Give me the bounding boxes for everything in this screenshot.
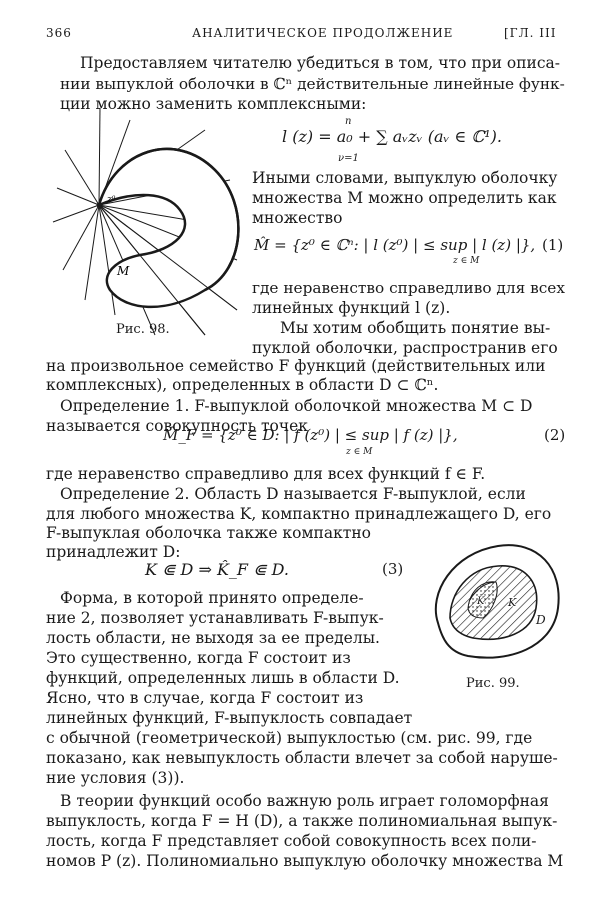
text-line: множества M можно определить как (252, 189, 557, 207)
formula-1: M̂ = {z⁰ ∈ ℂⁿ: | l (z⁰) | ≤ sup | l (z) |}, (254, 236, 536, 254)
formula-1-subscript: z ∈ M (453, 256, 480, 266)
fig99-label-Khat: K (508, 596, 517, 609)
running-title: АНАЛИТИЧЕСКОЕ ПРОДОЛЖЕНИЕ (192, 26, 454, 40)
text-line: ние условия (3)). (46, 769, 185, 787)
text-line: ние 2, позволяет устанавливать F-выпук- (46, 609, 384, 627)
text-line: где неравенство справедливо для всех функций f ∈ F. (46, 465, 486, 483)
text-line: линейных функций l (z). (252, 299, 451, 317)
formula-3: K ⋐ D ⇒ K̂_F ⋐ D. (145, 560, 289, 579)
figure-98 (55, 110, 245, 340)
text-line: принадлежит D: (46, 543, 181, 561)
text-line: множество (252, 209, 343, 227)
text-line: для любого множества K, компактно принадлежащего D, его (46, 505, 552, 523)
formula-3-number: (3) (382, 560, 404, 578)
fig99-label-D: D (536, 613, 546, 627)
definition-1: Определение 1. F-выпуклой оболочкой множества M ⊂ D (60, 397, 533, 415)
text-line: Предоставляем читателю убедиться в том, что при описа- (80, 54, 561, 72)
text-line: функций, определенных лишь в области D. (46, 669, 400, 687)
text-line: нии выпуклой оболочки в ℂⁿ действительные линейные функ- (60, 75, 565, 93)
formula-2-number: (2) (544, 426, 566, 444)
text-line: линейных функций, F-выпуклость совпадает (46, 709, 413, 727)
text-line: на произвольное семейство F функций (действительных или (46, 357, 546, 375)
text-line: лость, когда F представляет собой совокупность всех поли- (46, 832, 537, 850)
text-line: F-выпуклая оболочка также компактно (46, 524, 372, 542)
text-line: лость области, не выходя за ее пределы. (46, 629, 380, 647)
sum-limits: ν=1 (338, 153, 359, 164)
text-line: пуклой оболочки, распространив его (252, 339, 558, 357)
formula-linear-function: l (z) = a₀ + ∑ aᵥzᵥ (aᵥ ∈ ℂ¹). (282, 127, 502, 146)
text-line: номов P (z). Полиномиально выпуклую оболочку множества M (46, 852, 564, 870)
text-line: Форма, в которой принято определе- (60, 589, 364, 607)
fig98-caption: Рис. 98. (116, 322, 170, 337)
text-line: Иными словами, выпуклую оболочку (252, 169, 558, 187)
text-line: где неравенство справедливо для всех (252, 279, 565, 297)
text-line: Это существенно, когда F состоит из (46, 649, 351, 667)
figure-99 (428, 538, 568, 668)
text-line: показано, как невыпуклость области влечет за собой наруше- (46, 749, 558, 767)
page-number: 366 (46, 26, 72, 40)
text-line: называется совокупность точек (46, 417, 308, 435)
text-line: В теории функций особо важную роль играет голоморфная (60, 792, 549, 810)
formula-2-subscript: z ∈ M (346, 447, 373, 457)
text-line: выпуклость, когда F = H (D), а также полиномиальная выпук- (46, 812, 558, 830)
definition-2: Определение 2. Область D называется F-выпуклой, если (60, 485, 526, 503)
text-line: Мы хотим обобщить понятие вы- (280, 319, 551, 337)
formula-1-number: (1) (542, 236, 564, 254)
fig99-caption: Рис. 99. (466, 676, 520, 691)
fig98-label-M: M (117, 264, 130, 278)
text-line: с обычной (геометрической) выпуклостью (см. рис. 99, где (46, 729, 533, 747)
fig99-label-K: K (477, 596, 485, 607)
sum-limits: n (345, 116, 352, 127)
text-line: ции можно заменить комплексными: (60, 95, 367, 113)
text-line: комплексных), определенных в области D ⊂ ℂⁿ. (46, 376, 439, 394)
fig98-label-z0: z⁰ (107, 195, 116, 205)
formula-2: M̂_F = {z⁰ ∈ D: | f (z⁰) | ≤ sup | f (z) |}, (163, 426, 458, 444)
chapter-label: [ГЛ. III (504, 26, 557, 40)
text-line: Ясно, что в случае, когда F состоит из (46, 689, 364, 707)
